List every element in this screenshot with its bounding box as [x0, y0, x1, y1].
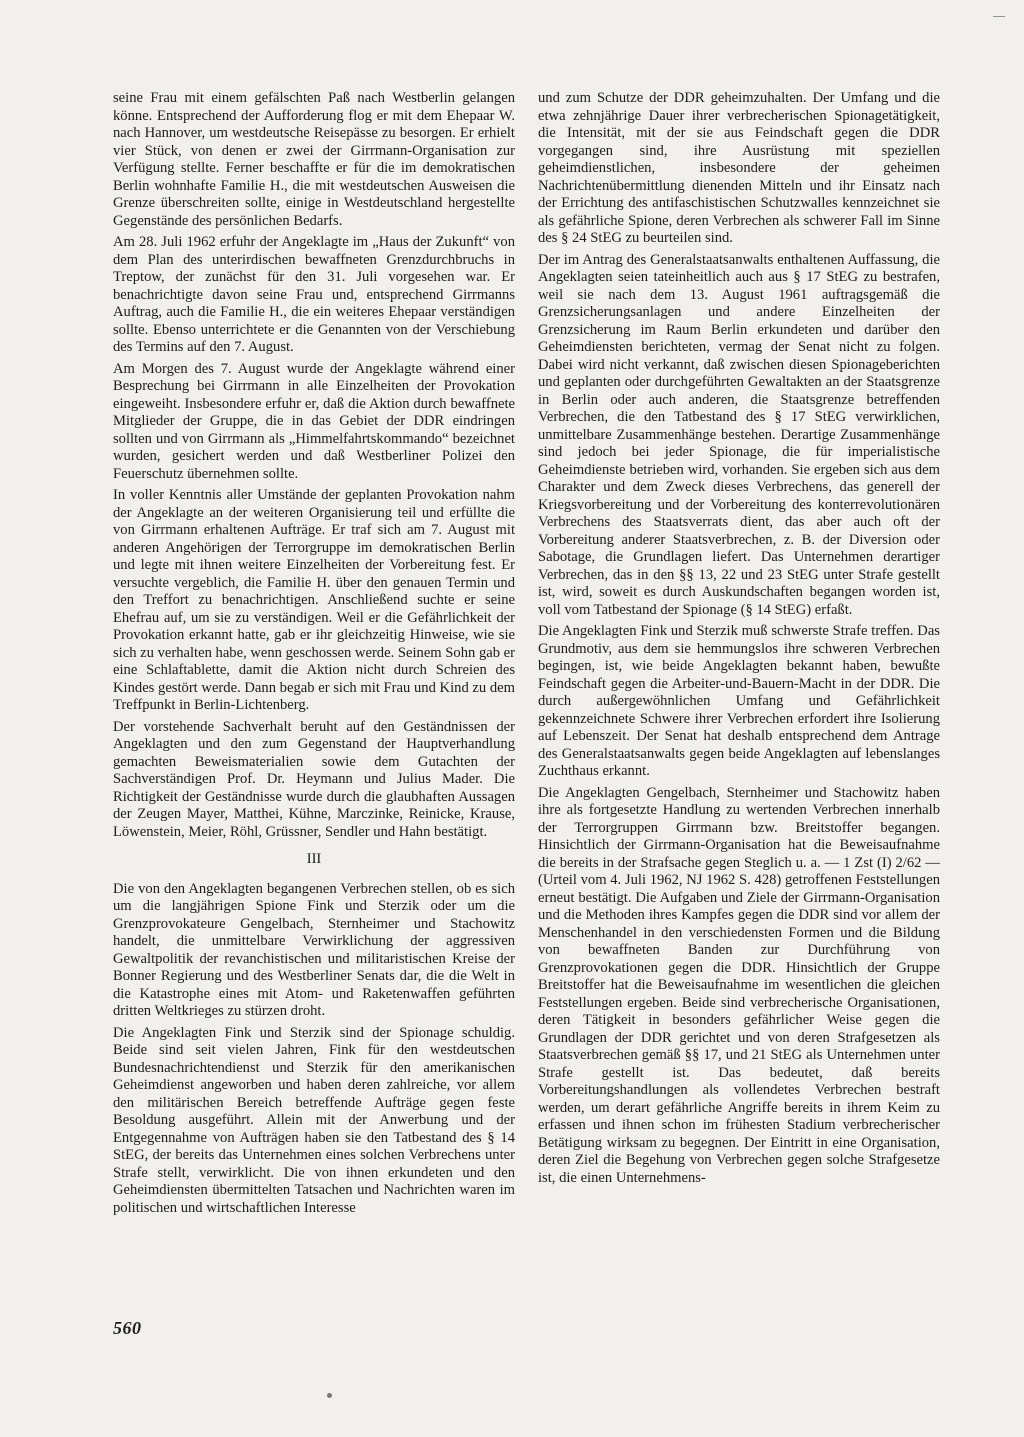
- left-column: [113, 90, 515, 1221]
- right-paragraph-2: Der im Antrag des Generalstaatsanwalts enthaltenen Auffassung, die Angeklagten seien tateinheitlich auch aus § 17 StEG zu bestrafen, weil sie nach dem 13. August 1961 auftragsgemäß die Grenzsicherungsanlagen und andere Einzelheiten der Grenzsicherung im Raum Berlin erkundeten und darüber den Geheimdiensten berichteten, vermag der Senat nicht zu folgen. Dabei wird nicht verkannt, daß zwischen diesen Spionageberichten und geplanten oder durchgeführten Gewaltakten an der Staatsgrenze in Berlin oder auch anderen, die Staatsgrenze betreffenden Verbrechen, die den Tatbestand des § 17 StEG verwirklichen, unmittelbare Zusammenhänge bestehen. Derartige Zusammenhänge sind jedoch bei jeder Spionage, die für imperialistische Geheimdienste betrieben wird, vorhanden. Sie ergeben sich aus dem Charakter und dem Zweck dieses Verbrechens, das generell der Kriegsvorbereitung und der Vorbereitung des konterrevolutionären Verbrechens des Staatsverrats dient, das aber auch oft der Vorbereitung anderer Staatsverbrechen, z. B. der Diversion oder Sabotage, die Grundlagen liefert. Das Unternehmen derartiger Verbrechen, das in den §§ 13, 22 und 23 StEG unter Strafe gestellt ist, wird, soweit es durch Auskundschaften begangen worden ist, voll vom Tatbestand der Spionage (§ 14 StEG) erfaßt.: [538, 251, 940, 618]
- scan-speck: [327, 1393, 332, 1398]
- right-column: [538, 90, 940, 1191]
- left-paragraph-3: Am Morgen des 7. August wurde der Angeklagte während einer Besprechung bei Girrmann in alle Einzelheiten der Provokation eingeweiht. Insbesondere erfuhr er, daß die Aktion durch bewaffnete Mitglieder der Gruppe, die in das Gebiet der DDR eindringen sollten und von Girrmann als „Himmelfahrtskommando“ bezeichnet wurden, gesichert werden und daß Westberliner Polizei den Feuerschutz übernehmen sollte.: [113, 360, 515, 482]
- left-paragraph-7: Die Angeklagten Fink und Sterzik sind der Spionage schuldig. Beide sind seit vielen Jahren, Fink für den westdeutschen Bundesnachrichtendienst und Sterzik für den amerikanischen Geheimdienst angeworben und haben deren zahlreiche, vor allem den militärischen Bereich betreffende Aufträge gegen feste Besoldung ausgeführt. Allein mit der Anwerbung und der Entgegennahme von Aufträgen haben sie den Tatbestand des § 14 StEG, der bereits das Unternehmen eines solchen Verbrechens unter Strafe stellt, verwirklicht. Die von ihnen erkundeten und den Geheimdiensten übermittelten Tatsachen und Nachrichten waren im politischen und wirtschaftlichen Interesse: [113, 1024, 515, 1216]
- page-number: 560: [113, 1318, 142, 1338]
- left-paragraph-1: seine Frau mit einem gefälschten Paß nach Westberlin gelangen könne. Entsprechend der Aufforderung flog er mit dem Ehepaar W. nach Hannover, um westdeutsche Reisepässe zu besorgen. Er erhielt vier Stück, von denen er zwei der Girrmann-Organisation zur Verfügung stellte. Ferner beschaffte er für die im demokratischen Berlin wohnhafte Familie H., die mit westdeutschen Ausweisen die Grenze überschreiten sollte, einige in Westdeutschland hergestellte Gegenstände des persönlichen Bedarfs.: [113, 90, 515, 229]
- corner-mark: —: [993, 8, 1005, 22]
- left-paragraph-6: Die von den Angeklagten begangenen Verbrechen stellen, ob es sich um die langjährigen Spione Fink und Sterzik oder um die Grenzprovokateure Gengelbach, Sternheimer und Stachowitz handelt, die unmittelbare Verwirklichung der aggressiven Gewaltpolitik der revanchistischen und militaristischen Kreise der Bonner Regierung und des Westberliner Senats dar, die die Welt in die Katastrophe eines mit Atom- und Raketenwaffen geführten dritten Weltkrieges zu stürzen droht.: [113, 880, 515, 1019]
- right-paragraph-3: Die Angeklagten Fink und Sterzik muß schwerste Strafe treffen. Das Grundmotiv, aus dem sie hemmungslos ihre schweren Verbrechen begingen, ist, wie beide Angeklagten bekannt haben, bewußte Feindschaft gegen die Arbeiter-und-Bauern-Macht in der DDR. Die durch außergewöhnlichen Umfang und Gefährlichkeit gekennzeichnete Schwere ihrer Verbrechen erfordert ihre Isolierung auf Lebenszeit. Der Senat hat deshalb entsprechend dem Antrage des Generalstaatsanwalts gegen beide Angeklagten auf lebenslanges Zuchthaus erkannt.: [538, 623, 940, 779]
- left-paragraph-4: In voller Kenntnis aller Umstände der geplanten Provokation nahm der Angeklagte an der weiteren Organisierung teil und erfüllte die von Girrmann erhaltenen Aufträge. Er traf sich am 7. August mit anderen Angehörigen der Terrorgruppe im demokratischen Berlin und legte mit ihnen weitere Einzelheiten der Vorbereitung fest. Er versuchte vergeblich, die Familie H. über den genauen Termin und den Treffort zu benachrichtigen. Anschließend suchte er seine Ehefrau auf, um sie zu verständigen. Weil er die Gefährlichkeit der Provokation erkannt hatte, gab er ihr gleichzeitig Hinweise, wie sie sich zu verhalten habe, wenn geschossen werde. Seinem Sohn gab er eine Schlaftablette, damit die Aktion nicht durch Schreien des Kindes gestört werde. Dann begab er sich mit Frau und Kind zu dem Treffpunkt in Berlin-Lichtenberg.: [113, 487, 516, 713]
- left-paragraph-2: Am 28. Juli 1962 erfuhr der Angeklagte im „Haus der Zukunft“ von dem Plan des unterirdischen bewaffneten Grenzdurchbruchs in Treptow, der zunächst für den 31. Juli vorgesehen war. Er benachrichtigte davon seine Frau und, entsprechend Girrmanns Auftrag, auch die Familie H., die ein weiteres Ehepaar verständigen sollte. Ebenso unterrichtete er die Genannten von der Verschiebung des Termins auf den 7. August.: [113, 234, 515, 355]
- left-paragraph-5: Der vorstehende Sachverhalt beruht auf den Geständnissen der Angeklagten und den zum Gegenstand der Hauptverhandlung gemachten Beweismaterialien sowie dem Gutachten der Sachverständigen Prof. Dr. Heymann und Julius Mader. Die Richtigkeit der Geständnisse wurde durch die glaubhaften Aussagen der Zeugen Mayer, Matthei, Kühne, Marczinke, Reinicke, Krause, Löwenstein, Meier, Röhl, Grüssner, Sendler und Hahn bestätigt.: [113, 718, 515, 840]
- right-paragraph-1: und zum Schutze der DDR geheimzuhalten. Der Umfang und die etwa zehnjährige Dauer ihrer verbrecherischen Spionagetätigkeit, die Intensität, mit der sie aus Feindschaft gegen die DDR vorgegangen sind, ihre Ausrüstung mit speziellen geheimdienstlichen, insbesondere der geheimen Nachrichtenübermittlung dienenden Mitteln und ihr Einsatz nach der Errichtung des antifaschistischen Schutzwalles kennzeichnet sie als gefährliche Spione, deren Verbrechen als schwerer Fall im Sinne des § 24 StEG zu beurteilen sind.: [538, 90, 940, 246]
- right-paragraph-4: Die Angeklagten Gengelbach, Sternheimer und Stachowitz haben ihre als fortgesetzte Handlung zu wertenden Verbrechen innerhalb der Terrorgruppen Girrmann bzw. Breitstoffer begangen. Hinsichtlich der Girrmann-Organisation hat die Beweisaufnahme die bereits in der Strafsache gegen Steglich u. a. — 1 Zst (I) 2/62 — (Urteil vom 4. Juli 1962, NJ 1962 S. 428) getroffenen Feststellungen erneut bestätigt. Die Aufgaben und Ziele der Girrmann-Organisation und die Methoden ihres Kampfes gegen die DDR sind vor allem der Menschenhandel in den verschiedensten Formen und die Bildung von bewaffneten Banden zur Durchführung von Grenzprovokationen gegen die DDR. Hinsichtlich der Gruppe Breitstoffer hat die Beweisaufnahme im wesentlichen die gleichen Feststellungen ergeben. Beide sind verbrecherische Organisationen, deren Tätigkeit in besonders gefährlicher Weise gegen die Grundlagen der DDR gerichtet und von deren Strafgesetzen als Staatsverbrechen gemäß §§ 17, und 21 StEG als Unternehmen unter Strafe gestellt ist. Das bedeutet, daß bereits Vorbereitungshandlungen als vollendetes Verbrechen bestraft werden, um derart gefährliche Angriffe bereits in ihrem Keim zu erfassen und ihnen schon im frühesten Stadium verbrecherischer Betätigung wirksam zu begegnen. Der Eintritt in eine Organisation, deren Ziel die Begehung von Verbrechen gegen solche Strafgesetze ist, die einen Unternehmens-: [538, 784, 940, 1186]
- section-heading: III: [306, 851, 322, 867]
